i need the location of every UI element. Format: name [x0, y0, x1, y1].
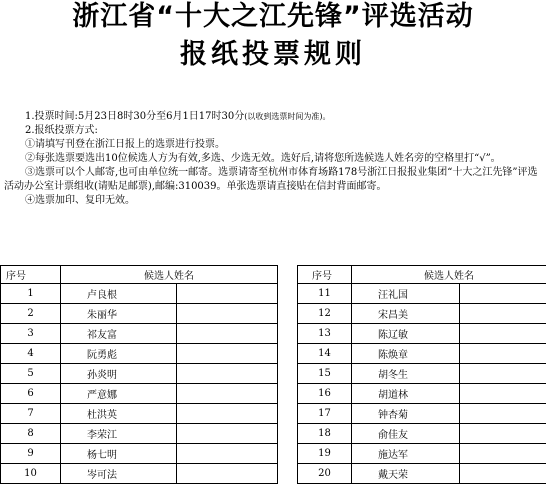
candidate-rows-left	[1, 284, 278, 484]
vote-checkbox-cell[interactable]	[460, 464, 546, 484]
candidate-row	[1, 364, 278, 384]
candidate-number: 8	[1, 424, 61, 444]
candidate-name: 杜洪英	[61, 404, 177, 424]
candidate-rows-right	[298, 284, 546, 484]
vote-checkbox-cell[interactable]	[460, 364, 546, 384]
vote-checkbox-cell[interactable]	[460, 444, 546, 464]
candidate-name: 祁友富	[61, 324, 177, 344]
candidate-number: 11	[298, 284, 352, 304]
candidate-name: 严意娜	[61, 384, 177, 404]
vote-checkbox-cell[interactable]	[177, 344, 278, 364]
candidate-number: 4	[1, 344, 61, 364]
candidate-row	[298, 324, 546, 344]
candidate-name: 朱丽华	[61, 304, 177, 324]
candidate-name: 岑可法	[61, 464, 177, 484]
candidate-number: 19	[298, 444, 352, 464]
candidate-row	[298, 384, 546, 404]
vote-checkbox-cell[interactable]	[177, 304, 278, 324]
candidate-name: 杨七明	[61, 444, 177, 464]
table-header-row	[298, 266, 546, 284]
candidate-row	[298, 304, 546, 324]
vote-checkbox-cell[interactable]	[177, 384, 278, 404]
candidate-name: 施达军	[352, 444, 460, 464]
candidate-row	[298, 404, 546, 424]
candidate-name: 宋昌美	[352, 304, 460, 324]
candidate-row	[1, 324, 278, 344]
candidate-table-left	[0, 265, 278, 484]
candidate-row	[1, 284, 278, 304]
header-candidate-name: 候选人姓名	[61, 266, 278, 284]
candidate-number: 20	[298, 464, 352, 484]
candidate-name: 汪礼国	[352, 284, 460, 304]
vote-checkbox-cell[interactable]	[460, 404, 546, 424]
candidate-row	[298, 344, 546, 364]
vote-checkbox-cell[interactable]	[460, 424, 546, 444]
candidate-name: 俞佳友	[352, 424, 460, 444]
rule-voting-time	[4, 110, 544, 124]
rule-item-3: ③选票可以个人邮寄,也可由单位统一邮寄。选票请寄至杭州市体育场路178号浙江日报报业集团“十大之江先锋”评选活动办公室计票组收(请贴足邮票),邮编:310039。单张选票请直接贴在信封背面邮寄。	[4, 167, 538, 192]
candidate-name: 孙炎明	[61, 364, 177, 384]
candidate-row	[1, 404, 278, 424]
candidate-number: 13	[298, 324, 352, 344]
vote-checkbox-cell[interactable]	[177, 464, 278, 484]
candidate-number: 6	[1, 384, 61, 404]
rule-item-1: ①请填写刊登在浙江日报上的选票进行投票。	[25, 139, 225, 150]
candidate-row	[1, 304, 278, 324]
vote-checkbox-cell[interactable]	[177, 324, 278, 344]
rule-voting-time-note: (以收到选票时间为准)。	[244, 112, 331, 121]
header-candidate-name: 候选人姓名	[352, 266, 546, 284]
candidate-number: 7	[1, 404, 61, 424]
candidate-row	[298, 284, 546, 304]
candidate-number: 14	[298, 344, 352, 364]
candidate-row	[298, 364, 546, 384]
candidate-row	[1, 444, 278, 464]
candidate-name: 戴天荣	[352, 464, 460, 484]
candidate-name: 卢良根	[61, 284, 177, 304]
candidate-number: 3	[1, 324, 61, 344]
rule-item-2: ②每张选票要选出10位候选人方为有效,多选、少选无效。选好后,请将您所选候选人姓名旁的空格里打“√”。	[25, 153, 501, 164]
candidate-row	[298, 444, 546, 464]
page-title: 浙江省“十大之江先锋”评选活动	[72, 1, 474, 32]
vote-checkbox-cell[interactable]	[460, 344, 546, 364]
candidate-number: 10	[1, 464, 61, 484]
rules-section	[4, 110, 544, 208]
header-number: 序号	[1, 266, 61, 284]
vote-checkbox-cell[interactable]	[460, 324, 546, 344]
candidate-row	[1, 464, 278, 484]
candidate-number: 17	[298, 404, 352, 424]
candidate-row	[298, 464, 546, 484]
candidate-name: 胡道林	[352, 384, 460, 404]
candidate-name: 陈焕章	[352, 344, 460, 364]
vote-checkbox-cell[interactable]	[177, 364, 278, 384]
vote-checkbox-cell[interactable]	[177, 284, 278, 304]
vote-checkbox-cell[interactable]	[177, 424, 278, 444]
candidate-name: 胡冬生	[352, 364, 460, 384]
vote-checkbox-cell[interactable]	[460, 384, 546, 404]
table-header-row	[1, 266, 278, 284]
vote-checkbox-cell[interactable]	[460, 304, 546, 324]
page-subtitle: 报纸投票规则	[180, 39, 366, 70]
candidate-name: 钟杏菊	[352, 404, 460, 424]
candidate-row	[1, 424, 278, 444]
candidate-number: 16	[298, 384, 352, 404]
candidate-number: 5	[1, 364, 61, 384]
candidate-row	[1, 344, 278, 364]
candidate-number: 18	[298, 424, 352, 444]
candidate-row	[298, 424, 546, 444]
header-number: 序号	[298, 266, 352, 284]
rule-method-heading: 2.报纸投票方式:	[25, 125, 98, 136]
candidate-number: 9	[1, 444, 61, 464]
rule-item-4: ④选票加印、复印无效。	[25, 195, 135, 206]
candidate-name: 陈辽敏	[352, 324, 460, 344]
candidate-number: 1	[1, 284, 61, 304]
rule-voting-time-text: 1.投票时间:5月23日8时30分至6月1日17时30分	[25, 111, 245, 122]
candidate-row	[1, 384, 278, 404]
candidate-number: 12	[298, 304, 352, 324]
vote-checkbox-cell[interactable]	[460, 284, 546, 304]
candidate-name: 李荣江	[61, 424, 177, 444]
candidate-number: 15	[298, 364, 352, 384]
candidate-table-right	[297, 265, 546, 484]
vote-checkbox-cell[interactable]	[177, 404, 278, 424]
vote-checkbox-cell[interactable]	[177, 444, 278, 464]
candidate-name: 阮勇彪	[61, 344, 177, 364]
candidate-number: 2	[1, 304, 61, 324]
